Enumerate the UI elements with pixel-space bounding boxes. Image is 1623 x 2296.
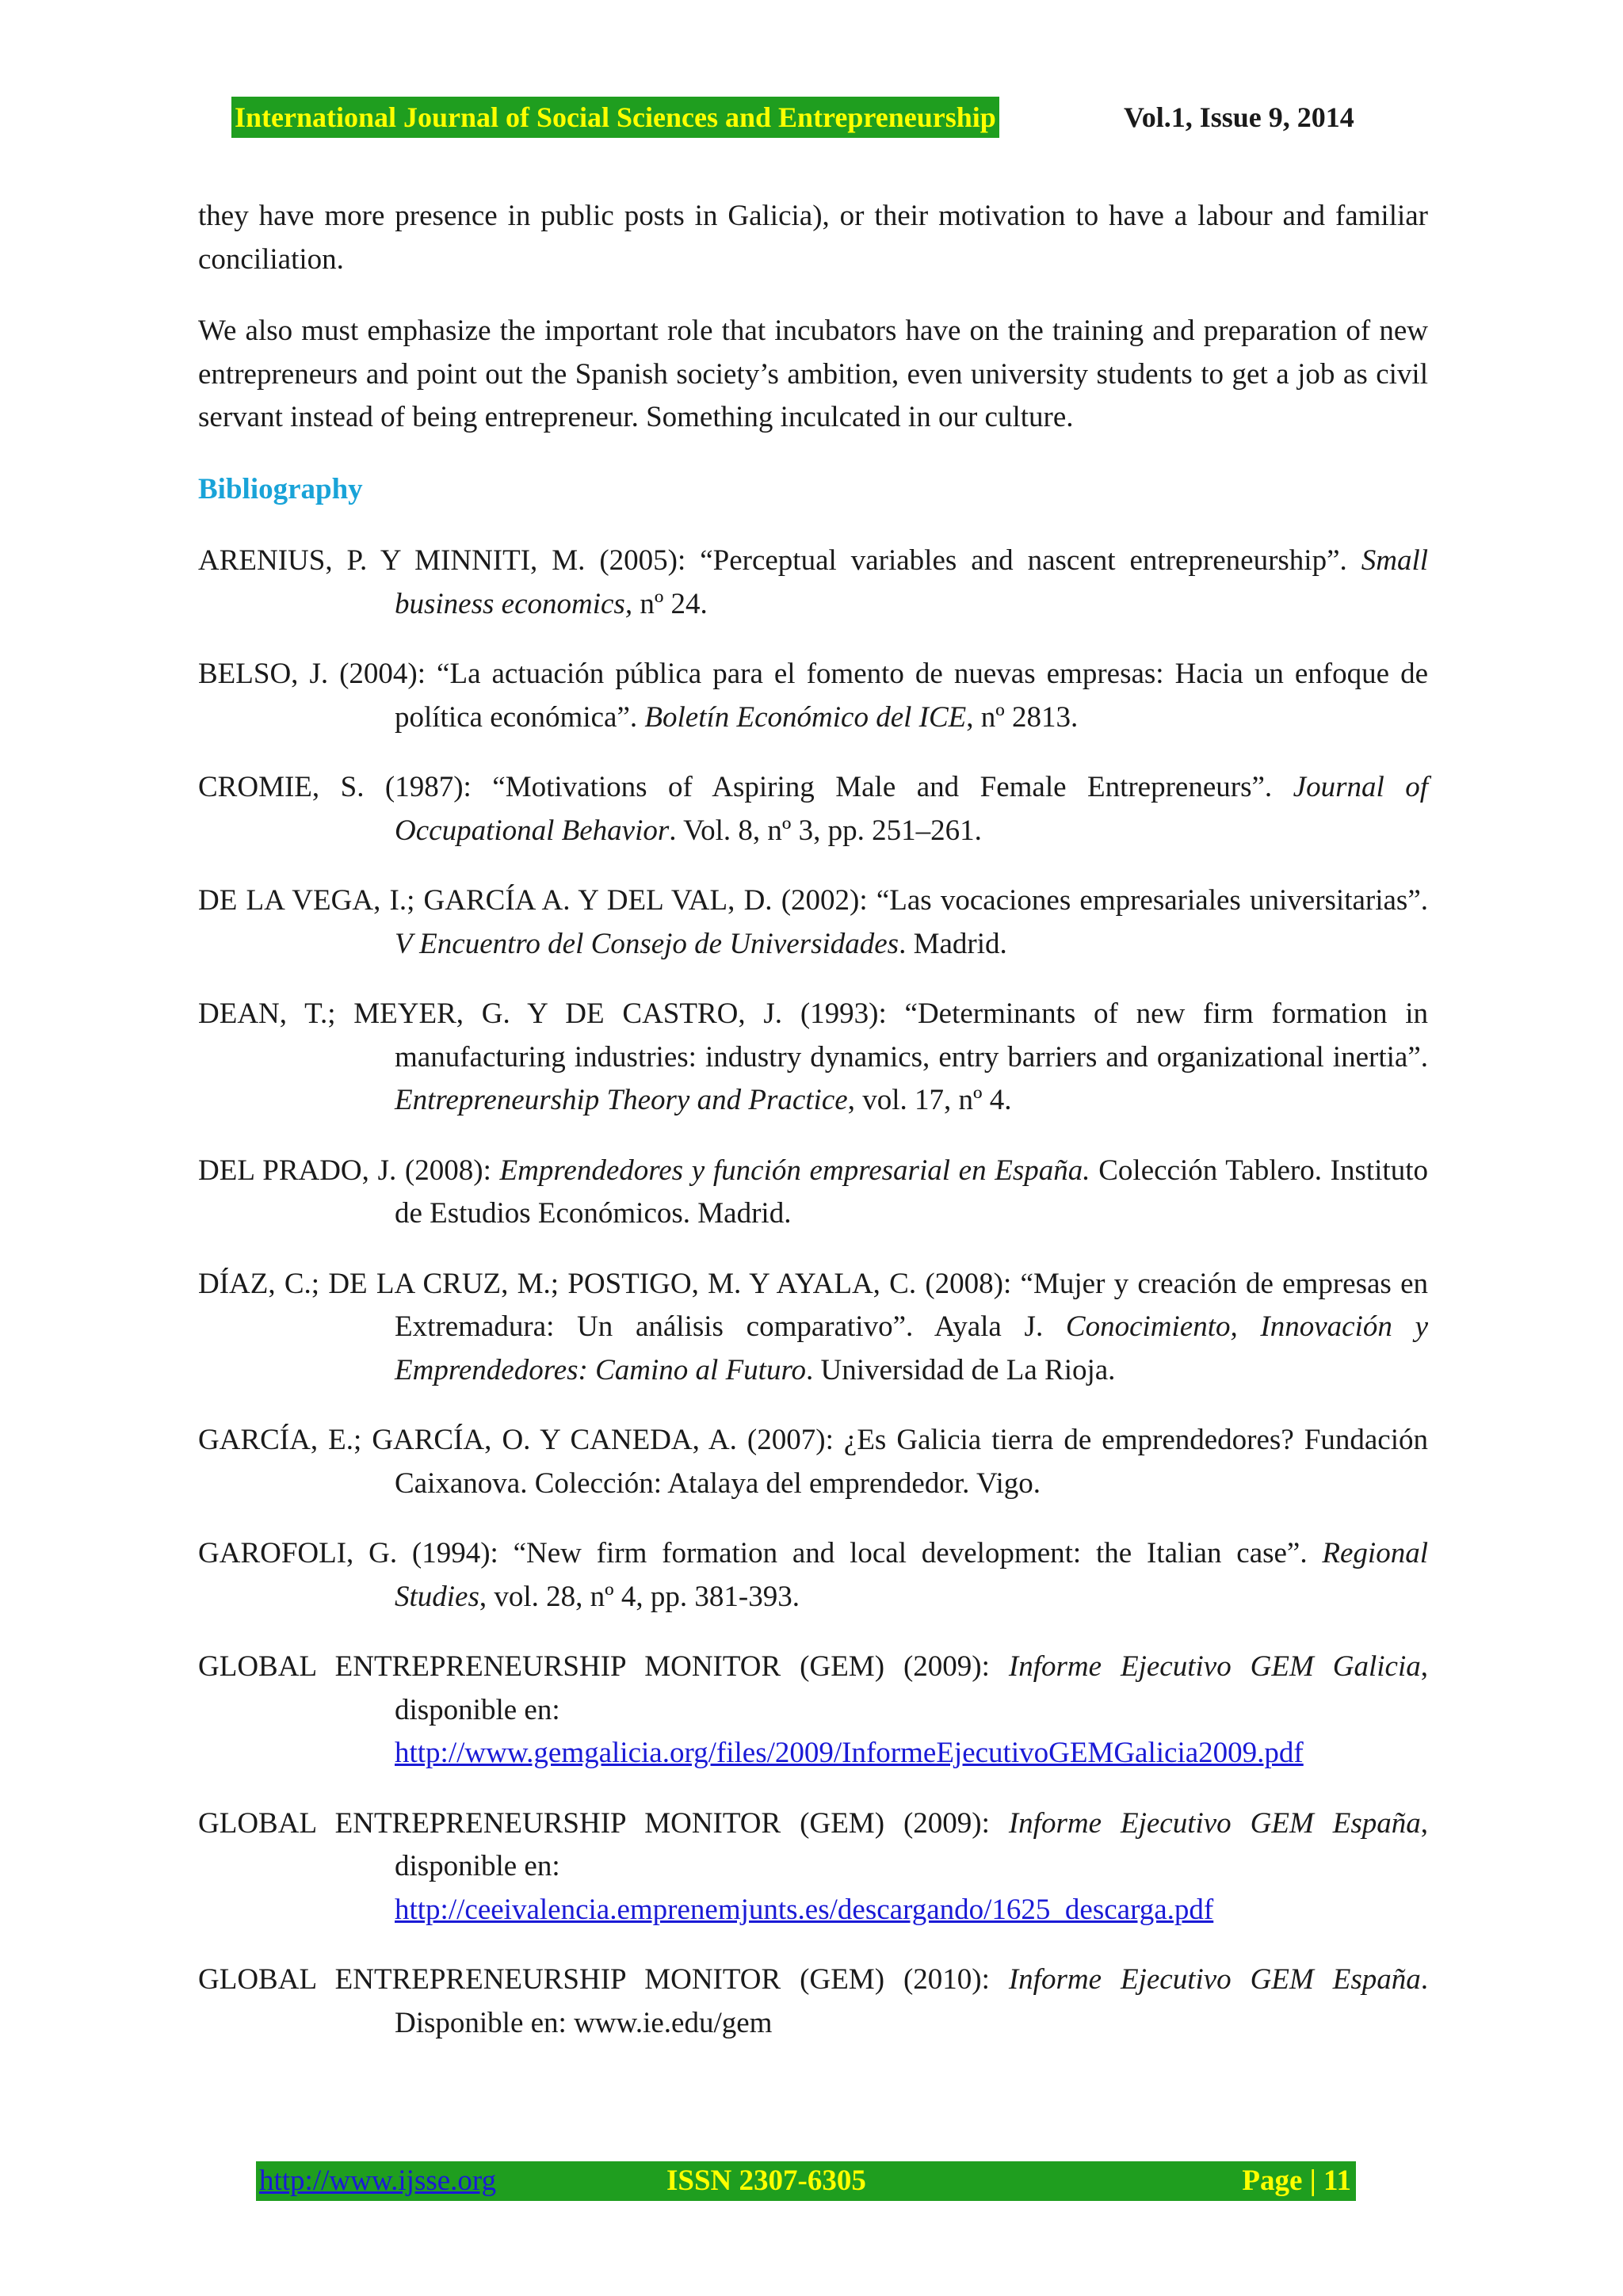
paragraph: We also must emphasize the important role that incubators have on the training and preparation of new entrepreneurs and point out the Spanish society’s ambition, even university students to get a job as civil servant instead of being entrepreneur. Something inculcated in our culture.	[198, 315, 1428, 433]
page-footer	[256, 2161, 1356, 2201]
reference: GARCÍA, E.; GARCÍA, O. Y CANEDA, A. (2007): ¿Es Galicia tierra de emprendedores? Fundación Caixanova. Colección: Atalaya del emprendedor. Vigo.	[198, 1424, 1428, 1500]
reference: CROMIE, S. (1987): “Motivations of Aspiring Male and Female Entrepreneurs”. Journal of Occupational Behavior. Vol. 8, nº 3, pp. 251–261.	[198, 771, 1428, 847]
reference: DEAN, T.; MEYER, G. Y DE CASTRO, J. (1993): “Determinants of new firm formation in manufacturing industries: industry dynamics, entry barriers and organizational inertia”. Entrepreneurship Theory and Practice, vol. 17, nº 4.	[198, 997, 1428, 1116]
page-number: Page | 11	[1242, 2164, 1351, 2197]
volume-issue: Vol.1, Issue 9, 2014	[1124, 101, 1354, 133]
reference-link[interactable]: http://ceeivalencia.emprenemjunts.es/descargando/1625_descarga.pdf	[395, 1893, 1214, 1926]
reference: GLOBAL ENTREPRENEURSHIP MONITOR (GEM) (2009): Informe Ejecutivo GEM Galicia, disponible en: http://www.gemgalicia.org/files/2009/InformeEjecutivoGEMGalicia2009.pdf	[198, 1646, 1428, 1775]
reference: DE LA VEGA, I.; GARCÍA A. Y DEL VAL, D. (2002): “Las vocaciones empresariales universitarias”. V Encuentro del Consejo de Universidades. Madrid.	[198, 884, 1428, 960]
section-title: Bibliography	[198, 472, 363, 505]
page-content	[198, 195, 1428, 2072]
reference: GAROFOLI, G. (1994): “New firm formation and local development: the Italian case”. Regional Studies, vol. 28, nº 4, pp. 381-393.	[198, 1537, 1428, 1613]
reference: ARENIUS, P. Y MINNITI, M. (2005): “Perceptual variables and nascent entrepreneurship”. Small business economics, nº 24.	[198, 544, 1428, 620]
reference: GLOBAL ENTREPRENEURSHIP MONITOR (GEM) (2010): Informe Ejecutivo GEM España. Disponible en: www.ie.edu/gem	[198, 1963, 1428, 2039]
issn-label: ISSN 2307-6305	[666, 2164, 866, 2197]
page-header	[0, 97, 1623, 138]
paragraph: they have more presence in public posts in Galicia), or their motivation to have a labour and familiar conciliation.	[198, 200, 1428, 276]
reference: DÍAZ, C.; DE LA CRUZ, M.; POSTIGO, M. Y AYALA, C. (2008): “Mujer y creación de empresas en Extremadura: Un análisis comparativo”. Ayala J. Conocimiento, Innovación y Emprendedores: Camino al Futuro. Universidad de La Rioja.	[198, 1267, 1429, 1386]
reference: BELSO, J. (2004): “La actuación pública para el fomento de nuevas empresas: Hacia un enfoque de política económica”. Boletín Económico del ICE, nº 2813.	[198, 658, 1428, 734]
reference: GLOBAL ENTREPRENEURSHIP MONITOR (GEM) (2009): Informe Ejecutivo GEM España, disponible en: http://ceeivalencia.emprenemjunts.es/descargando/1625_descarga.pdf	[198, 1802, 1428, 1932]
journal-title: International Journal of Social Sciences and Entrepreneurship	[231, 97, 999, 138]
reference-link[interactable]: http://www.gemgalicia.org/files/2009/InformeEjecutivoGEMGalicia2009.pdf	[395, 1737, 1304, 1769]
journal-website-link[interactable]: http://www.ijsse.org	[259, 2164, 497, 2197]
reference: DEL PRADO, J. (2008): Emprendedores y función empresarial en España. Colección Tablero. Instituto de Estudios Económicos. Madrid.	[198, 1154, 1428, 1230]
